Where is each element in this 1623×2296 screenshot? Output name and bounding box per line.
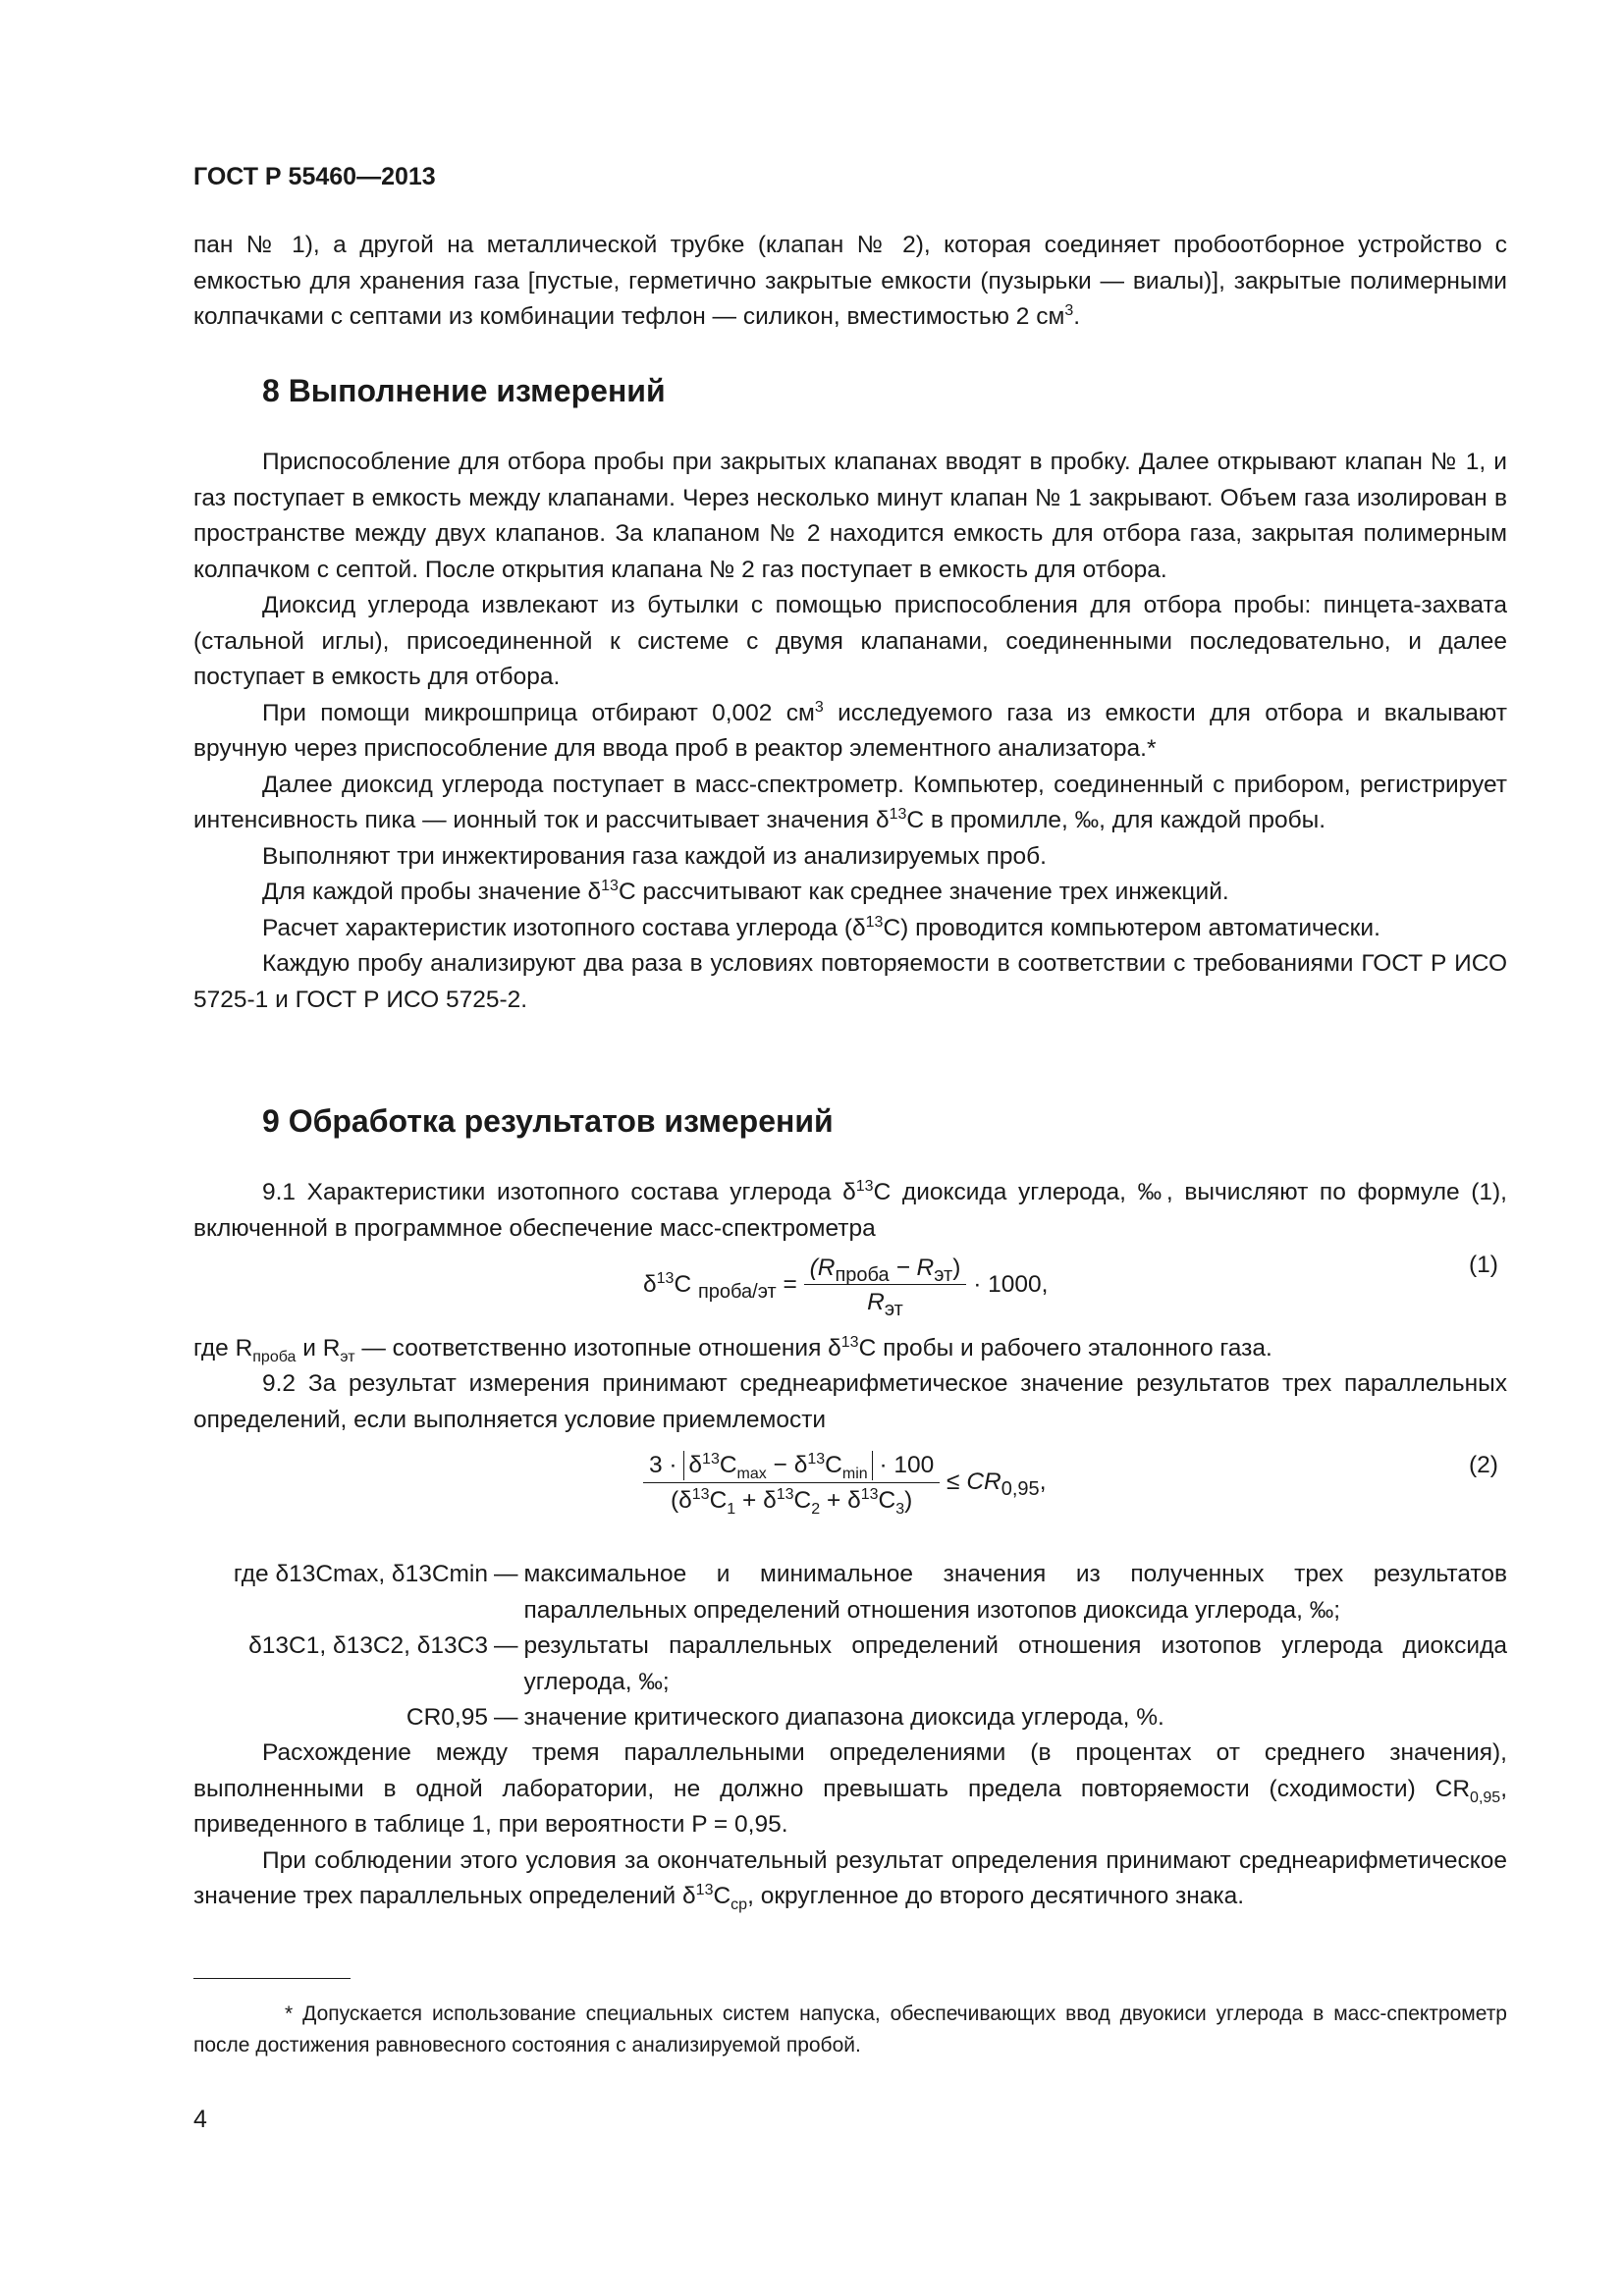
paragraph-9-1: 9.1 Характеристики изотопного состава углерода $\delta^{13}С$ диоксида углерода, ‰, вычисляют по формуле (1), включенной в программное обеспечение масс-спектрометра bbox=[193, 1177, 1507, 1242]
section-8-body bbox=[193, 445, 1507, 1018]
formula-1: $\delta^{13}C$ $_{проба/эт}$ = $\frac{(R_{проба} - R_{эт})}{R_{эт}}$ · 1000, bbox=[643, 1255, 1049, 1320]
paragraph: Далее диоксид углерода поступает в масс-спектрометр. Компьютер, соединенный с прибором, регистрирует интенсивность пика — ионный ток и рассчитывает значения $\delta^{13}С$ в промилле, ‰, для каждой пробы. bbox=[193, 771, 1507, 833]
section-9-heading: 9 Обработка результатов измерений bbox=[262, 1103, 834, 1139]
definition-term: δ13C1, δ13C2, δ13C3 bbox=[248, 1632, 488, 1659]
paragraph: Приспособление для отбора пробы при закрытых клапанах вводят в пробку. Далее открывают клапан № 1, и газ поступает в емкость между клапанами. Через несколько минут клапан № 1 закрывают. Объем газа изолирован в пространстве между двух клапанов. За клапаном № 2 находится емкость для отбора газа, закрытая полимерным колпачком с септой. После открытия клапана № 2 газ поступает в емкость для отбора. bbox=[193, 449, 1507, 583]
formula-1-fraction: $\frac{(R_{проба} - R_{эт})}{R_{эт}}$ bbox=[804, 1255, 967, 1316]
paragraph: Расчет характеристик изотопного состава углерода $(\delta^{13}С)$ проводится компьютером автоматически. bbox=[262, 913, 1380, 941]
paragraph: Расхождение между тремя параллельными определениями (в процентах от среднего значения), выполненными в одной лаборатории, не должно превышать предела повторяемости (сходимости) $CR_{0,95}$, приведенного в таблице 1, при вероятности P = 0,95. bbox=[193, 1739, 1507, 1838]
formula-2-fraction: $\frac{3 \cdot \delta^{13}C_{max} - \delta^{13}C_{min} \cdot 100}{(\delta^{13}C_1 + \delta^{13}C_2 + \delta^{13}C_3)}$ bbox=[643, 1451, 940, 1515]
paragraph: Каждую пробу анализируют два раза в условиях повторяемости в соответствии с требованиями ГОСТ Р ИСО 5725-1 и ГОСТ Р ИСО 5725-2. bbox=[193, 950, 1507, 1013]
paragraph: При помощи микрошприца отбирают 0,002 $см^3$ исследуемого газа из емкости для отбора и вкалывают вручную через приспособление для ввода проб в реактор элементного анализатора.* bbox=[193, 698, 1507, 762]
paragraph: При соблюдении этого условия за окончательный результат определения принимают среднеарифметическое значение трех параллельных определений $\delta^{13}C_{ср}$, округленное до второго десятичного знака. bbox=[193, 1846, 1507, 1913]
intro-paragraph: пан № 1), а другой на металлической трубке (клапан № 2), которая соединяет пробоотборное устройство с емкостью для хранения газа [пустые, герметично закрытые емкости (пузырьки — виалы)], закрытые полимерными колпачками с септами из комбинации тефлон — силикон, вместимостью 2 $см^3$. bbox=[193, 232, 1507, 330]
section-8-heading: 8 Выполнение измерений bbox=[262, 373, 666, 408]
definition-term: где δ13Cmax, δ13Cmin bbox=[233, 1561, 488, 1587]
section-9-tail bbox=[193, 1735, 1507, 1915]
equation-number-1: (1) bbox=[1469, 1252, 1498, 1278]
footnote-separator bbox=[193, 1978, 351, 1979]
formula-2: $\frac{3 \cdot \delta^{13}C_{max} - \delta^{13}C_{min} \cdot 100}{(\delta^{13}C_1 + \delta^{13}C_2 + \delta^{13}C_3)}$ ≤ $CR_{0,95}$, bbox=[643, 1451, 1047, 1515]
definition-text: максимальное и минимальное значения из полученных трех результатов параллельных определений отношения изотопов диоксида углерода, ‰; bbox=[523, 1561, 1507, 1624]
paragraph: Для каждой пробы значение $\delta^{13}С$ рассчитывают как среднее значение трех инжекций. bbox=[262, 877, 1229, 905]
definition-text: значение критического диапазона диоксида углерода, %. bbox=[523, 1704, 1164, 1731]
equation-number-2: (2) bbox=[1469, 1452, 1498, 1478]
formula-1-explanation: где $R_{проба}$ и $R_{эт}$ — соответственно изотопные отношения $\delta^{13}С$ пробы и рабочего эталонного газа. bbox=[193, 1333, 1272, 1365]
definition-row: CR0,95 — значение критического диапазона диоксида углерода, %. bbox=[193, 1700, 1507, 1736]
page-number: 4 bbox=[193, 2106, 207, 2133]
definition-term: CR0,95 bbox=[406, 1704, 488, 1731]
paragraph: Выполняют три инжектирования газа каждой из анализируемых проб. bbox=[262, 842, 1047, 870]
formula-2-definitions bbox=[193, 1557, 1507, 1736]
document-header: ГОСТ Р 55460—2013 bbox=[193, 163, 436, 190]
definition-row: где δ13Cmax, δ13Cmin — максимальное и минимальное значения из полученных трех результатов параллельных определений отношения изотопов диоксида углерода, ‰; bbox=[193, 1557, 1507, 1629]
definition-row: δ13C1, δ13C2, δ13C3 — результаты параллельных определений отношения изотопов углерода диоксида углерода, ‰; bbox=[193, 1629, 1507, 1700]
footnote: * Допускается использование специальных систем напуска, обеспечивающих ввод двуокиси углерода в масс-спектрометр после достижения равновесного состояния с анализируемой пробой. bbox=[193, 2002, 1507, 2056]
paragraph-9-2: 9.2 За результат измерения принимают среднеарифметическое значение результатов трех параллельных определений, если выполняется условие приемлемости bbox=[193, 1370, 1507, 1433]
definition-text: результаты параллельных определений отношения изотопов углерода диоксида углерода, ‰; bbox=[523, 1632, 1507, 1695]
paragraph: Диоксид углерода извлекают из бутылки с помощью приспособления для отбора пробы: пинцета-захвата (стальной иглы), присоединенной к системе с двумя клапанами, соединенными последовательно, и далее поступает в емкость для отбора. bbox=[193, 592, 1507, 690]
